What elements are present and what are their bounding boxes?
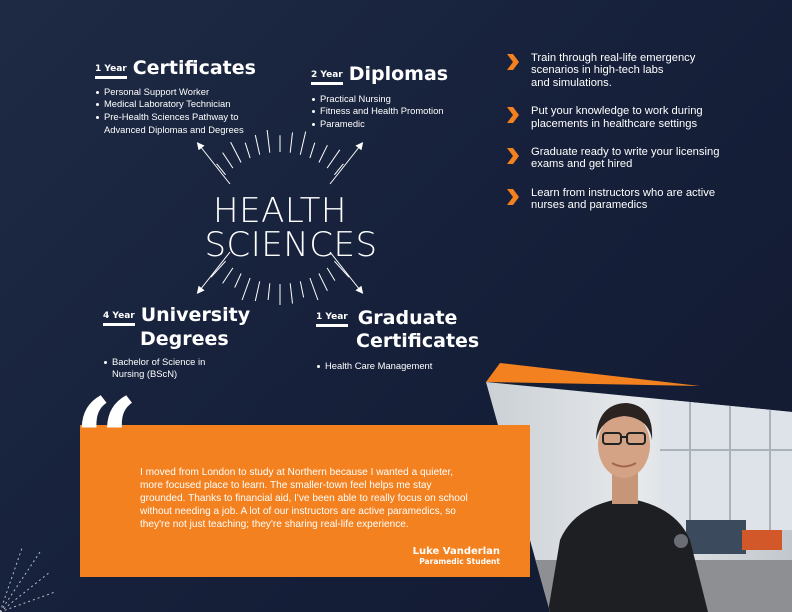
testimonial-line: without needing a job. A lot of our instructors are active paramedics, so — [140, 506, 456, 517]
chevron-right-icon — [505, 107, 519, 123]
program-item-continued: Nursing (BScN) — [112, 368, 178, 380]
feature-line: scenarios in high-tech labs — [531, 64, 664, 77]
program-duration: 4 Year — [103, 311, 135, 326]
burst-ray — [319, 145, 328, 162]
program-item: Bachelor of Science in — [103, 356, 250, 369]
feature-item — [505, 105, 770, 130]
burst-ray — [235, 274, 241, 288]
testimonial-author-name: Luke Vanderlan — [412, 546, 500, 557]
burst-arrow — [330, 146, 360, 184]
feature-list — [505, 52, 770, 225]
program-duration: 1 Year — [316, 312, 348, 327]
title-line2: SCIENCES — [204, 225, 378, 265]
feature-line: exams and get hired — [531, 158, 633, 171]
program-list — [95, 86, 256, 136]
testimonial-line: I moved from London to study at Northern because I wanted a quieter, — [140, 467, 454, 478]
quotation-mark-icon: “ — [74, 375, 139, 506]
feature-line: and simulations. — [531, 76, 612, 89]
feature-line: placements in healthcare settings — [531, 117, 698, 130]
feature-line: nurses and paramedics — [531, 199, 648, 212]
burst-ray — [327, 268, 335, 281]
testimonial-line: grounded. Thanks to financial aid, I've been able to really focus on school — [140, 493, 468, 504]
program-title: Certificates — [132, 57, 256, 79]
burst-ray — [310, 278, 318, 300]
testimonial-line: more focused place to learn. The smaller-town feel helps me stay — [140, 480, 432, 491]
program-item: Pre-Health Sciences Pathway to — [95, 111, 256, 124]
burst-ray — [300, 281, 303, 297]
program-title-line1: University — [140, 304, 251, 326]
feature-line: Learn from instructors who are active — [531, 186, 716, 199]
feature-item — [505, 187, 770, 212]
chevron-right-icon — [505, 54, 519, 70]
testimonial-text — [140, 466, 515, 531]
program-university-degrees — [103, 305, 250, 381]
program-title-line2: Certificates — [356, 329, 480, 352]
burst-ray — [290, 132, 292, 152]
program-item: Paramedic — [311, 118, 448, 131]
feature-line: Train through real-life emergency — [531, 52, 696, 64]
burst-ray — [242, 278, 250, 300]
burst-ray — [245, 143, 250, 158]
program-item-continued: Advanced Diplomas and Degrees — [104, 123, 244, 135]
program-duration: 2 Year — [311, 70, 343, 85]
title-line1: HEALTH — [213, 191, 347, 231]
burst-ray — [223, 153, 233, 169]
program-list — [311, 93, 448, 131]
feature-item — [505, 52, 770, 89]
chevron-right-icon — [505, 148, 519, 164]
program-item: Personal Support Worker — [95, 86, 256, 99]
feature-line: Put your knowledge to work during — [531, 105, 703, 118]
program-item: Practical Nursing — [311, 93, 448, 106]
burst-ray — [319, 274, 328, 291]
burst-arrowhead — [356, 143, 362, 150]
feature-line: Graduate ready to write your licensing — [531, 146, 720, 159]
feature-item — [505, 146, 770, 171]
program-item: Health Care Management — [316, 360, 479, 373]
burst-ray — [310, 143, 315, 158]
program-diplomas — [311, 64, 448, 131]
program-title-line2: Degrees — [140, 327, 229, 350]
program-title: Diplomas — [348, 63, 449, 85]
burst-arrow — [200, 146, 230, 184]
burst-ray — [268, 283, 270, 300]
health-sciences-title — [180, 191, 380, 265]
chevron-right-icon — [505, 189, 519, 205]
burst-arrowhead — [198, 143, 204, 150]
testimonial-author-role: Paramedic Student — [419, 557, 500, 566]
burst-arrowhead — [356, 287, 362, 294]
program-item: Medical Laboratory Technician — [95, 98, 256, 111]
burst-arrowhead — [198, 287, 204, 294]
testimonial-line: they're not just teaching; they're sharing real-life experience. — [140, 519, 409, 530]
decorative-burst-corner — [0, 548, 60, 612]
program-list — [316, 360, 479, 373]
program-certificates — [95, 58, 256, 136]
burst-ray — [327, 150, 340, 168]
program-item: Fitness and Health Promotion — [311, 105, 448, 118]
program-duration: 1 Year — [95, 64, 127, 79]
program-graduate-certificates — [316, 308, 479, 372]
burst-ray — [255, 135, 259, 155]
program-title-line1: Graduate — [357, 307, 458, 329]
burst-ray — [290, 283, 292, 303]
program-list — [103, 356, 250, 381]
burst-ray — [267, 130, 270, 153]
burst-ray — [300, 132, 305, 155]
burst-ray — [231, 142, 242, 162]
burst-ray — [255, 281, 259, 301]
burst-ray — [223, 268, 233, 284]
